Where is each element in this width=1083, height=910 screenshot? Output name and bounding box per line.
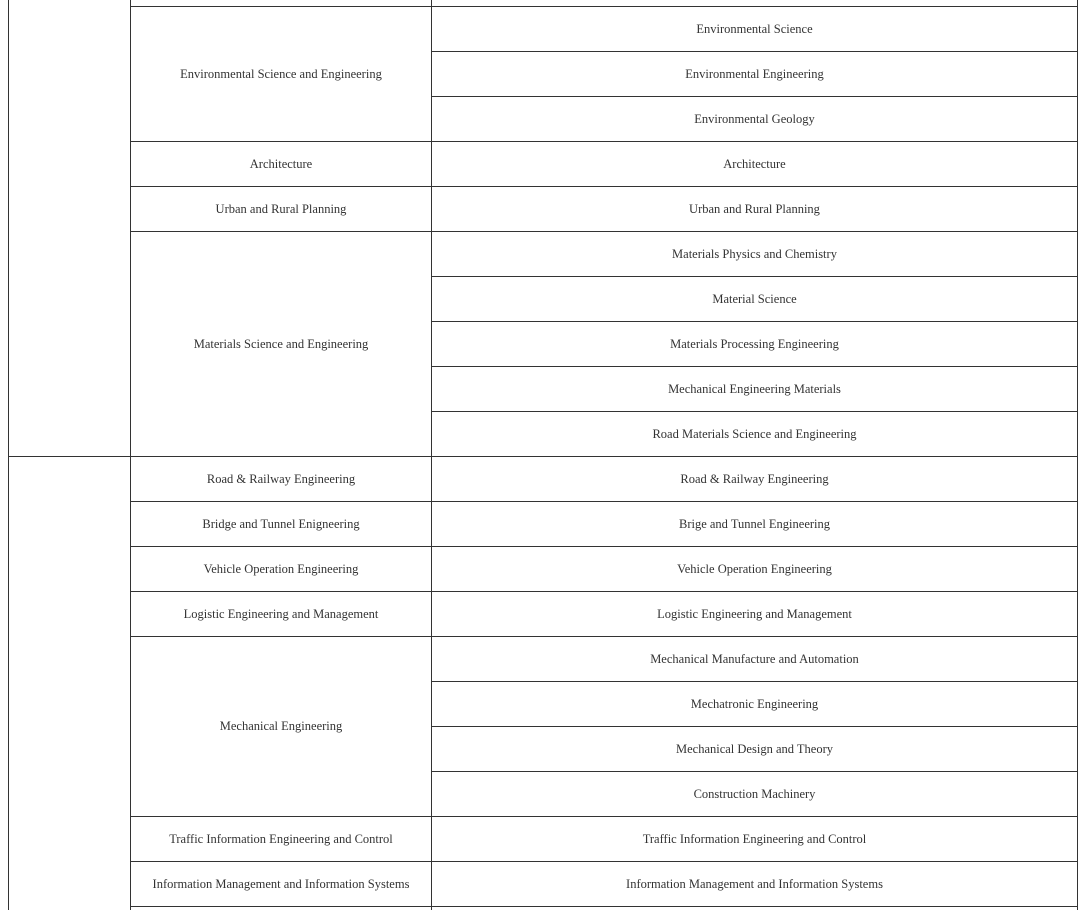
major-cell: Logistic Engineering and Management: [657, 606, 852, 621]
major-cell: Mechatronic Engineering: [690, 696, 819, 711]
program-cell: Mechanical Engineering: [219, 719, 343, 734]
major-cell: Architecture: [723, 156, 786, 171]
major-cell: Material Science: [712, 291, 797, 306]
major-cell: Mechanical Manufacture and Automation: [650, 651, 859, 666]
major-cell: Traffic Information Engineering and Control: [642, 831, 867, 846]
program-cell: Information Management and Information Systems: [152, 876, 410, 891]
program-cell: Traffic Information Engineering and Control: [169, 831, 393, 846]
major-cell: Road & Railway Engineering: [680, 471, 829, 486]
program-cell: Architecture: [249, 156, 313, 171]
program-cell: Urban and Rural Planning: [215, 201, 347, 216]
major-cell: Mechanical Design and Theory: [675, 741, 833, 756]
major-cell: Construction Machinery: [693, 786, 816, 801]
program-cell: Materials Science and Engineering: [193, 336, 369, 351]
major-cell: Environmental Engineering: [685, 66, 824, 81]
major-cell: Information Management and Information Systems: [626, 876, 883, 891]
program-cell: Logistic Engineering and Management: [183, 606, 379, 621]
row-divider: [130, 906, 1078, 907]
program-cell: Road & Railway Engineering: [206, 471, 356, 486]
major-cell: Environmental Geology: [694, 111, 815, 126]
table-left-border: [8, 0, 9, 910]
program-cell: Vehicle Operation Engineering: [203, 561, 359, 576]
major-cell: Materials Processing Engineering: [670, 336, 839, 351]
major-cell: Urban and Rural Planning: [689, 201, 820, 216]
major-cell: Environmental Science: [696, 21, 813, 36]
major-cell: Vehicle Operation Engineering: [677, 561, 832, 576]
major-cell: Brige and Tunnel Engineering: [678, 516, 831, 531]
program-cell: Bridge and Tunnel Enigneering: [202, 516, 360, 531]
table-right-border: [1077, 0, 1078, 910]
program-cell: Environmental Science and Engineering: [180, 66, 382, 81]
major-cell: Road Materials Science and Engineering: [652, 426, 857, 441]
major-cell: Mechanical Engineering Materials: [668, 381, 841, 396]
major-cell: Materials Physics and Chemistry: [672, 246, 837, 261]
